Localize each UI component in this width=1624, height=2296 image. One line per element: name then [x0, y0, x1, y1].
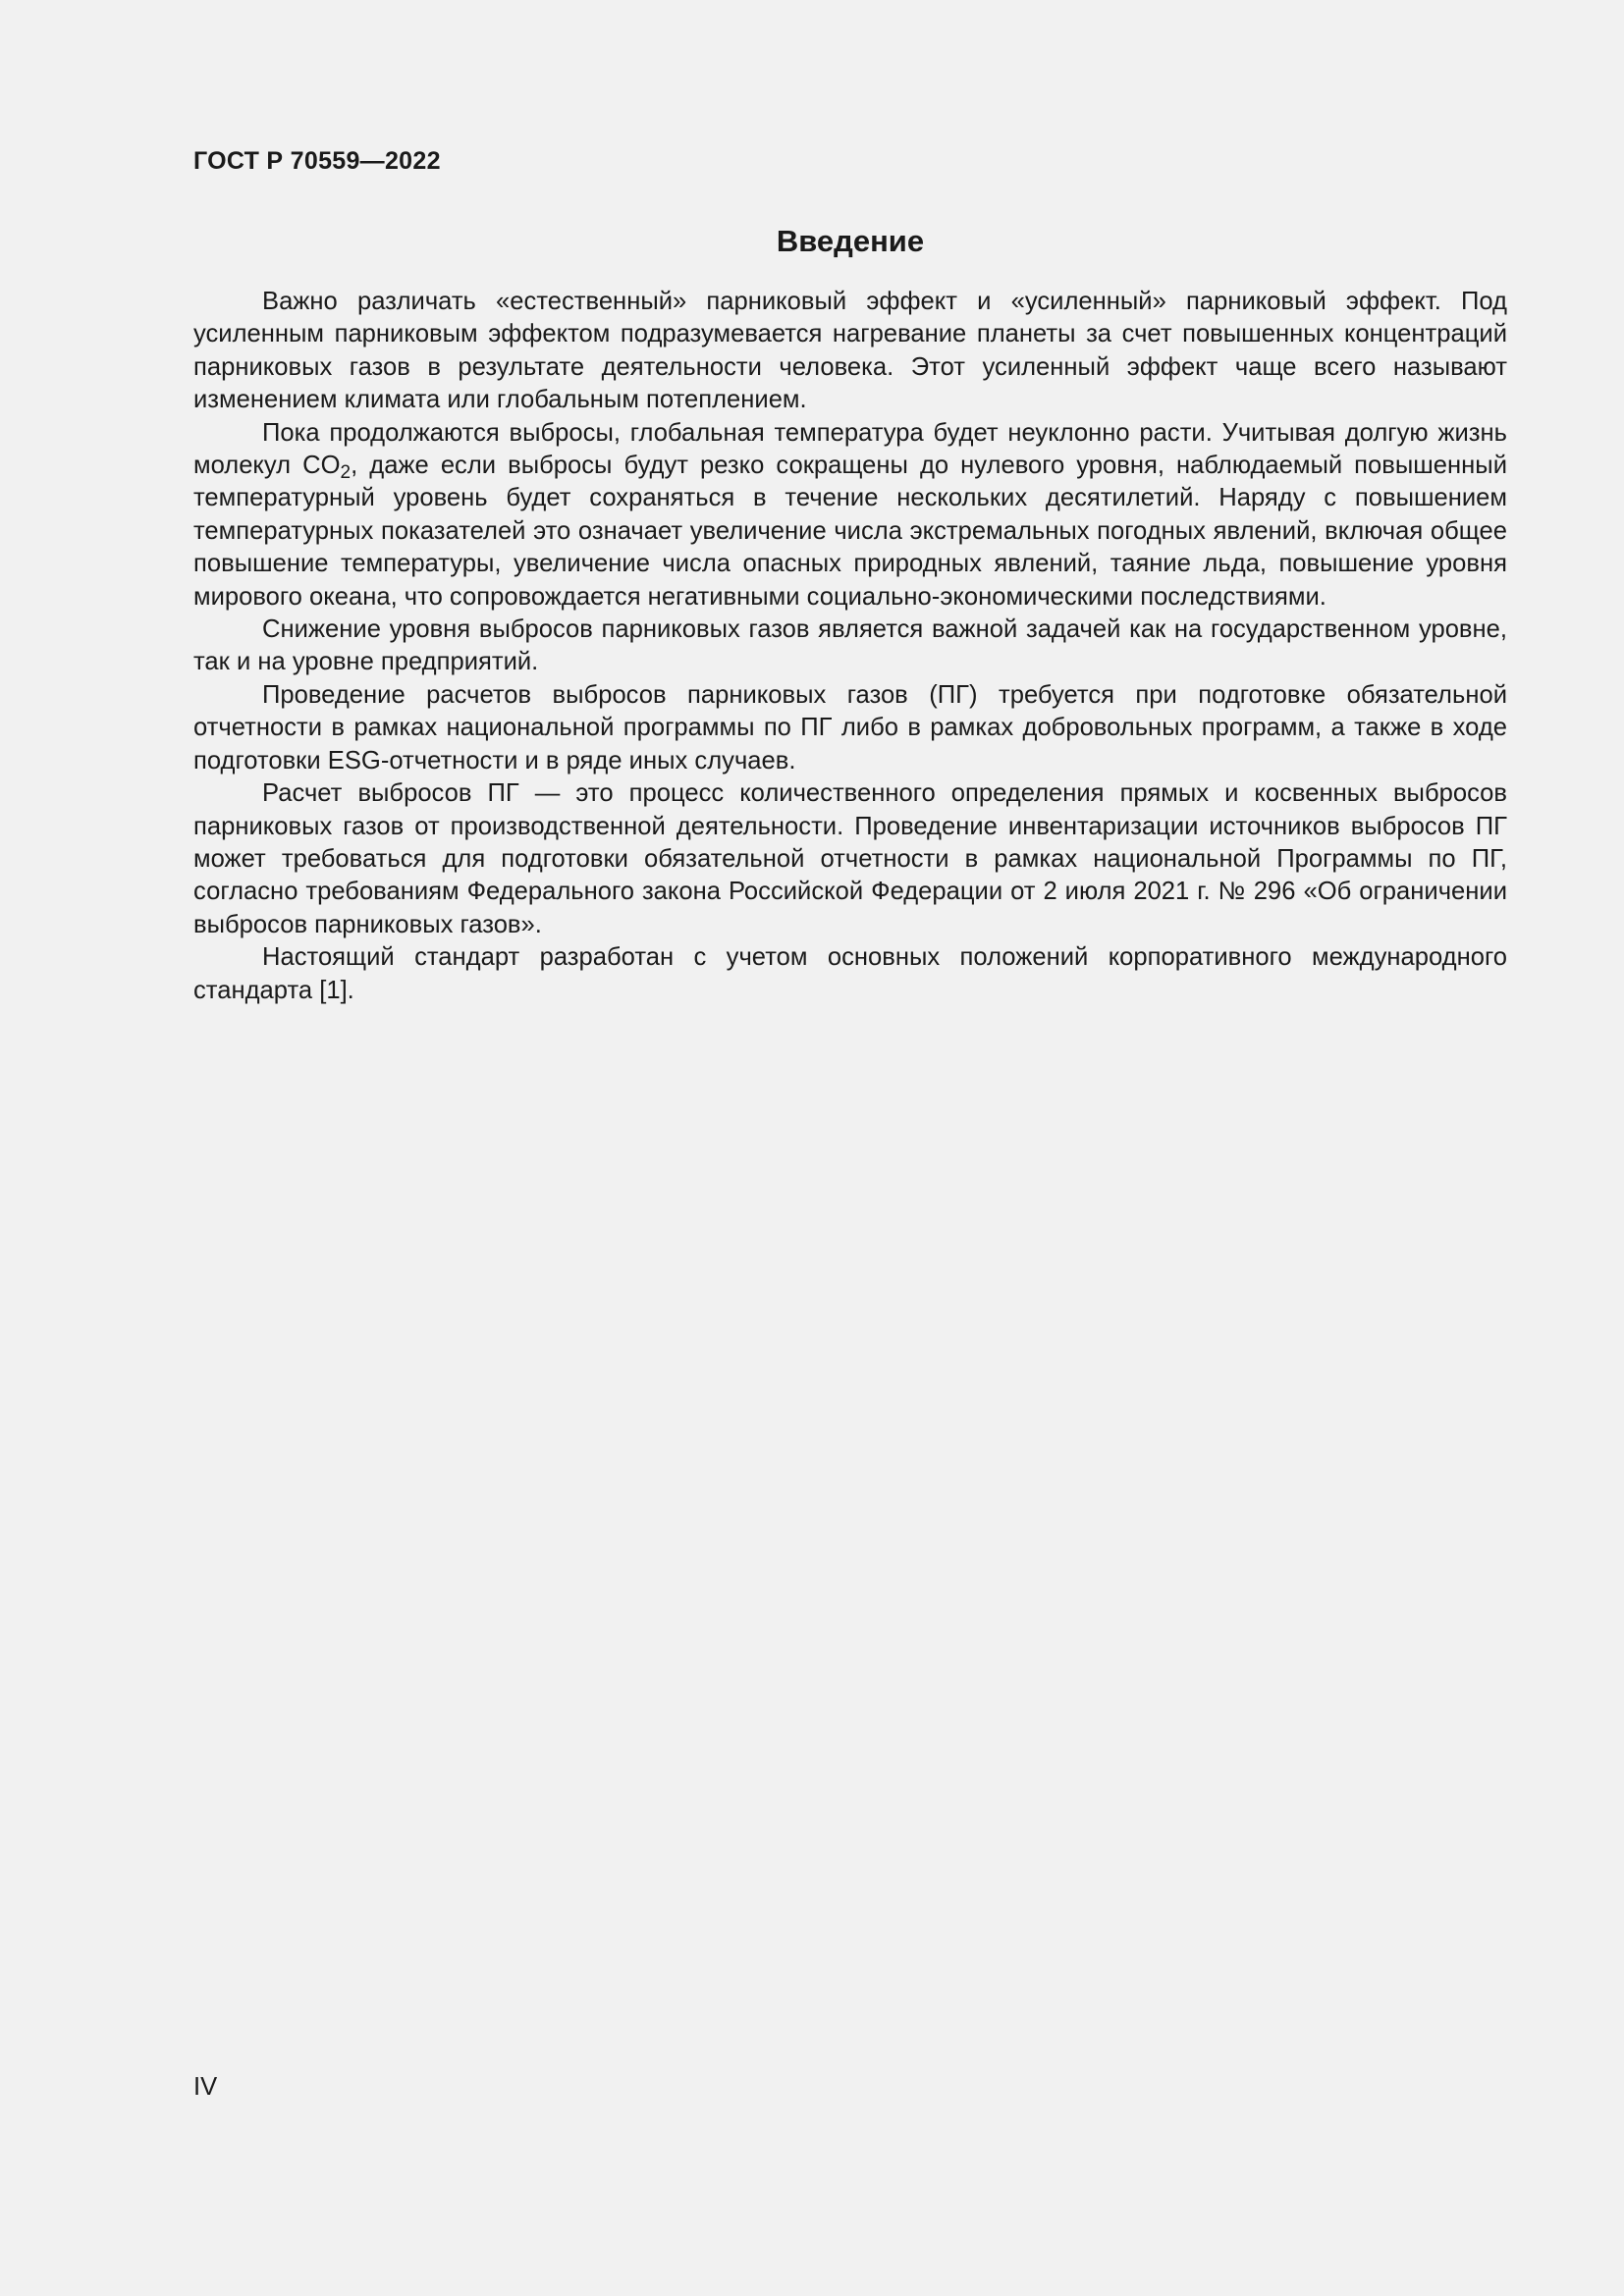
paragraph: Настоящий стандарт разработан с учетом основных положений корпоративного международного стандарта [1]. [193, 943, 1507, 1004]
paragraph: Проведение расчетов выбросов парниковых газов (ПГ) требуется при подготовке обязательной отчетности в рамках национальной программы по ПГ либо в рамках добровольных программ, а также в ходе подготовки ESG-отчетности и в ряде иных случаев. [193, 680, 1507, 774]
standard-id-header: ГОСТ Р 70559—2022 [193, 147, 441, 175]
paragraph-text: Пока продолжаются выбросы, глобальная температура будет неуклонно расти. Учитывая долгую жизнь молекул CO [193, 418, 1507, 480]
page-number: IV [193, 2073, 218, 2101]
subscript: 2 [340, 462, 352, 484]
paragraph [193, 417, 1507, 614]
paragraph-text: , даже если выбросы будут резко сокращены до нулевого уровня, наблюдаемый повышенный температурный уровень будет сохраняться в течение нескольких десятилетий. Наряду с повышением температурных показателей это означает увеличение числа экстремальных погодных явлений, включая общее повышение температуры, увеличение числа опасных природных явлений, таяние льда, повышение уровня мирового океана, что сопровождается негативными социально-экономическими последствиями. [193, 452, 1507, 611]
paragraph: Важно различать «естественный» парниковый эффект и «усиленный» парниковый эффект. Под усиленным парниковым эффектом подразумевается нагревание планеты за счет повышенных концентраций парниковых газов в результате деятельности человека. Этот усиленный эффект чаще всего называют изменением климата или глобальным потеплением. [193, 288, 1507, 414]
paragraph: Расчет выбросов ПГ — это процесс количественного определения прямых и косвенных выбросов парниковых газов от производственной деятельности. Проведение инвентаризации источников выбросов ПГ может требоваться для подготовки обязательной отчетности в рамках национальной Программы по ПГ, согласно требованиям Федерального закона Российской Федерации от 2 июля 2021 г. № 296 «Об ограничении выбросов парниковых газов». [193, 779, 1507, 938]
body-text [193, 286, 1507, 1007]
section-title: Введение [776, 224, 925, 258]
paragraph: Снижение уровня выбросов парниковых газов является важной задачей как на государственном уровне, так и на уровне предприятий. [193, 615, 1507, 676]
